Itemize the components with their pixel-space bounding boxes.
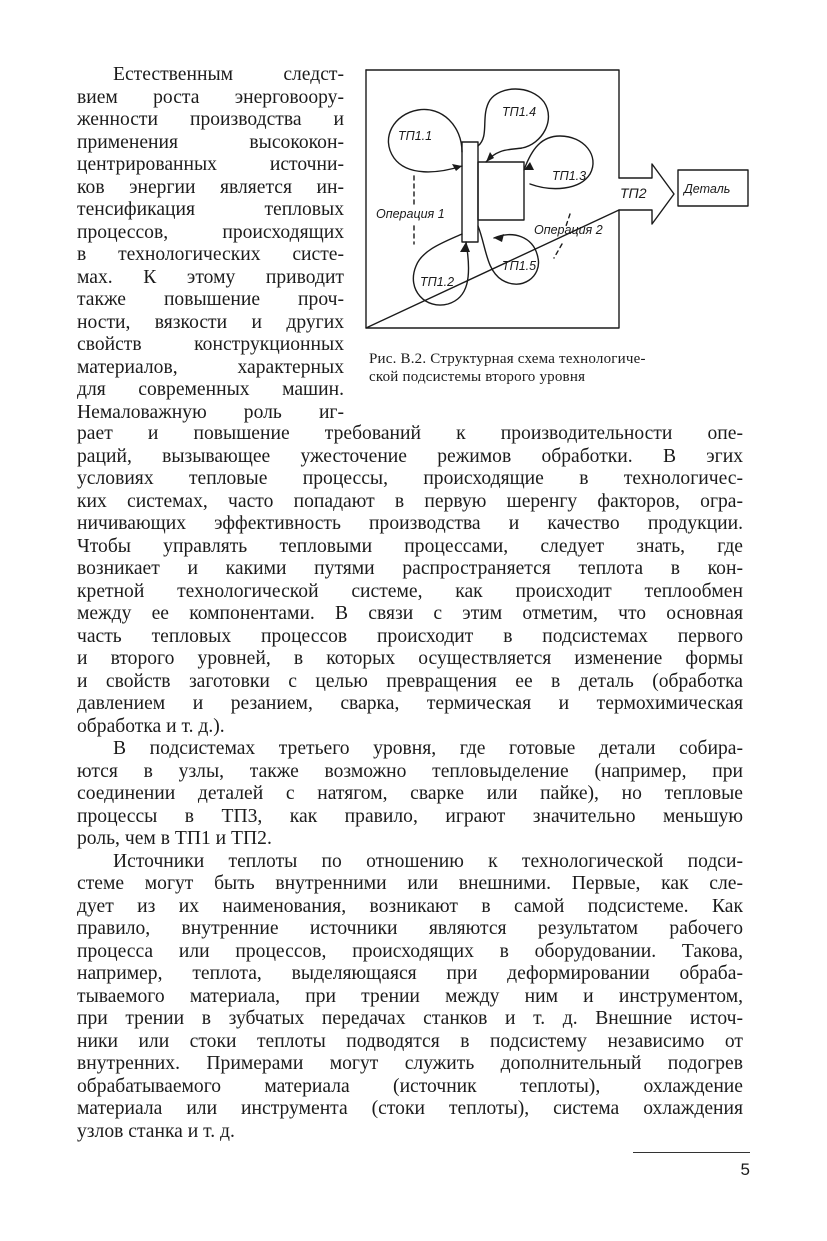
paragraph: [77, 738, 743, 851]
text-line: и свойств заготовки с целью превращения ее в деталь (обработка: [77, 670, 743, 692]
text-line: правило, внутренние источники являются результатом рабочего: [77, 918, 743, 939]
tp14-loop: [478, 89, 548, 162]
tp13-label: ТП1.3: [552, 169, 587, 183]
page-number: 5: [740, 1160, 750, 1179]
tp15-loop: [478, 226, 539, 284]
text-line: между ее компонентами. В связи с этим отметим, что основная: [77, 603, 743, 624]
detail-label: Деталь: [684, 182, 731, 196]
tp15-label: ТП1.5: [502, 259, 537, 273]
text-line: ности, вязкости и других: [77, 311, 344, 333]
text-line: роль, чем в ТП1 и ТП2.: [77, 828, 272, 849]
operation-2-block: [478, 162, 524, 220]
tp12-loop: [413, 234, 468, 305]
text-line: Немаловажную роль иг-: [77, 401, 344, 423]
text-line: внутренних. Примерами могут служить дополнительный подогрев: [77, 1053, 743, 1074]
caption-line: ской подсистемы второго уровня: [369, 369, 586, 385]
text-line: рает и повышение требований к производительности опе-: [77, 423, 743, 444]
text-line: в технологических систе-: [77, 244, 344, 265]
text-line: условиях тепловые процессы, происходящие в технологичес-: [77, 468, 743, 489]
caption-line: Рис. В.2. Структурная схема технологиче-: [369, 351, 646, 367]
text-line: процессов, происходящих: [77, 221, 344, 243]
text-line: дует из их наименования, возникают в самой подсистеме. Как: [77, 895, 743, 917]
figure-b2: [362, 66, 762, 396]
text-line: ничивающих эффективность производства и качество продукции.: [77, 513, 743, 534]
text-line: обработка и т. д.).: [77, 715, 225, 737]
paragraph: [77, 423, 743, 738]
text-line: ники или стоки теплоты подводятся в подсистему независимо от: [77, 1030, 743, 1052]
text-line: материала или инструмента (стоки теплоты), система охлаждения: [77, 1098, 743, 1119]
text-line: центрированных источни-: [77, 154, 344, 175]
text-line: стеме могут быть внутренними или внешними. Первые, как сле-: [77, 873, 743, 894]
text-line: тенсификация тепловых: [77, 199, 344, 220]
text-line: например, теплота, выделяющаяся при деформировании обраба-: [77, 963, 743, 984]
text-line: процессы в ТП3, как правило, играют значительно меньшую: [77, 805, 743, 827]
text-line: узлов станка и т. д.: [77, 1120, 235, 1142]
structure-diagram: [362, 66, 762, 346]
text-line: Источники теплоты по отношению к технологической подси-: [113, 850, 743, 872]
main-text: [77, 423, 743, 1143]
tp12-label: ТП1.2: [420, 275, 455, 289]
tp11-label: ТП1.1: [398, 129, 433, 143]
text-line: процесса или процессов, происходящих в оборудовании. Такова,: [77, 940, 743, 962]
text-line: возникает и какими путями распространяется теплота в кон-: [77, 558, 743, 579]
text-line: материалов, характерных: [77, 356, 344, 378]
tp14-label: ТП1.4: [502, 105, 537, 119]
text-line: мах. К этому приводит: [77, 266, 344, 288]
text-line: ких системах, часто попадают в первую шеренгу факторов, огра-: [77, 490, 743, 512]
text-line: кретной технологической системе, как происходит теплообмен: [77, 580, 743, 602]
text-line: соединении деталей с натягом, сварке или пайке), но тепловые: [77, 783, 743, 804]
intro-paragraph: [77, 64, 344, 424]
operation-1-label: Операция 1: [376, 207, 445, 221]
paragraph: [77, 851, 743, 1144]
text-line: ков энергии является ин-: [77, 176, 344, 198]
text-line: также повышение проч-: [77, 289, 344, 310]
text-line: обрабатываемого материала (источник теплоты), охлаждение: [77, 1075, 743, 1097]
text-line: часть тепловых процессов происходит в подсистемах первого: [77, 625, 743, 647]
operation-2-label: Операция 2: [534, 223, 603, 237]
footer-rule: [633, 1152, 750, 1153]
text-line: ются в узлы, также возможно тепловыделение (например, при: [77, 760, 743, 782]
text-line: тываемого материала, при трении между ним и инструментом,: [77, 985, 743, 1007]
text-line: Чтобы управлять тепловыми процессами, следует знать, где: [77, 535, 743, 557]
text-line: применения высококон-: [77, 131, 344, 153]
text-line: при трении в зубчатых передачах станков и т. д. Внешние источ-: [77, 1008, 743, 1029]
text-line: женности производства и: [77, 109, 344, 130]
text-line: свойств конструкционных: [77, 334, 344, 355]
text-line: и второго уровней, в которых осуществляется изменение формы: [77, 648, 743, 669]
text-line: давлением и резанием, сварка, термическая и термохимическая: [77, 693, 743, 714]
text-line: для современных машин.: [77, 379, 344, 400]
tp2-label: ТП2: [620, 185, 647, 201]
operation-1-bar: [462, 142, 478, 242]
text-line: раций, вызывающее ужесточение режимов обработки. В эгих: [77, 445, 743, 467]
text-line: Естественным следст-: [113, 64, 344, 85]
text-line: В подсистемах третьего уровня, где готовые детали собира-: [113, 738, 743, 759]
figure-caption: [369, 350, 759, 386]
text-line: вием роста энерговоору-: [77, 86, 344, 108]
